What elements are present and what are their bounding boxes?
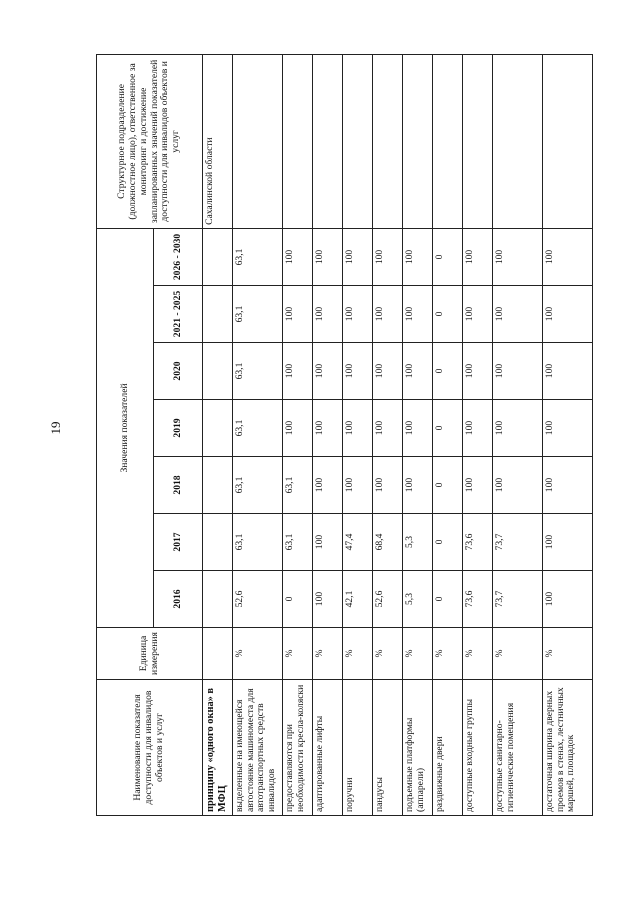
row-name: раздвижные двери [433,680,463,816]
row-unit: % [493,628,543,680]
table-row [543,54,593,815]
header-responsible: Структурное подразделение (должностное лицо), ответственное за мониторинг и достижение запланированных значений показателей доступности для инвалидов объектов и услуг [97,54,203,228]
row-value: 100 [463,457,493,514]
row-value: 100 [543,286,593,343]
table-row [403,54,433,815]
row-value: 73,6 [463,571,493,628]
row-value: 5,3 [403,571,433,628]
row-value: 73,6 [463,514,493,571]
row-value: 100 [463,228,493,285]
row-value: 100 [373,343,403,400]
row-value: 100 [543,400,593,457]
row-value: 100 [313,514,343,571]
row-value: 100 [343,343,373,400]
row-value: 100 [283,286,313,343]
row-value: 42,1 [343,571,373,628]
row-value: 100 [543,228,593,285]
row-name: пандусы [373,680,403,816]
row-value: 100 [343,400,373,457]
row-value: 100 [403,286,433,343]
row-value: 100 [343,228,373,285]
header-year: 2026 - 2030 [154,228,203,285]
row-value: 0 [433,228,463,285]
row-value: 100 [313,457,343,514]
table-row [343,54,373,815]
row-value: 100 [373,286,403,343]
row-value: 0 [433,400,463,457]
header-row-1 [97,54,154,815]
row-unit: % [233,628,283,680]
row-value: 100 [463,343,493,400]
row-unit: % [543,628,593,680]
row-value: 100 [313,228,343,285]
row-value: 63,1 [233,457,283,514]
row-name: поручни [343,680,373,816]
row-value: 100 [493,457,543,514]
header-name: Наименование показателя доступности для инвалидов объектов и услуг [97,680,203,816]
row-value: 68,4 [373,514,403,571]
row-unit: % [313,628,343,680]
header-year: 2018 [154,457,203,514]
row-value: 100 [343,457,373,514]
row-value: 100 [343,286,373,343]
header-year: 2019 [154,400,203,457]
row-name: подъемные платформы (аппарели) [403,680,433,816]
row-value: 73,7 [493,514,543,571]
table-row [373,54,403,815]
row-value: 0 [433,571,463,628]
header-year: 2016 [154,571,203,628]
row-value: 52,6 [373,571,403,628]
row-name: адаптированные лифты [313,680,343,816]
header-values-group: Значения показателей [97,228,154,627]
row-name: выделенные на имеющейся автостоянке машиноместа для автотранспортных средств инвалидов [233,680,283,816]
section-responsible: Сахалинской области [203,54,233,228]
row-value: 100 [403,400,433,457]
page-number: 19 [48,421,63,435]
row-value: 100 [373,228,403,285]
row-value: 100 [313,571,343,628]
row-value: 100 [543,571,593,628]
table-row [313,54,343,815]
row-value: 100 [463,286,493,343]
header-year: 2017 [154,514,203,571]
row-value: 0 [433,514,463,571]
table-row [433,54,463,815]
row-value: 100 [403,343,433,400]
row-unit: % [373,628,403,680]
row-value: 100 [313,286,343,343]
accessibility-indicators-table [96,54,593,816]
row-value: 100 [493,400,543,457]
row-value: 100 [543,457,593,514]
table-row [463,54,493,815]
row-name: достаточная ширина дверных проемов в стенах, лестничных маршей, площадок [543,680,593,816]
section-title: принципу «одного окна» в МФЦ [203,680,233,816]
row-value: 5,3 [403,514,433,571]
row-value: 73,7 [493,571,543,628]
row-value: 100 [283,400,313,457]
rotated-table-wrapper [96,55,596,816]
row-value: 52,6 [233,571,283,628]
row-value: 100 [373,400,403,457]
row-unit: % [403,628,433,680]
row-value: 0 [433,457,463,514]
row-name: доступные санитарно-гигиенические помещения [493,680,543,816]
row-value: 100 [403,457,433,514]
row-value: 100 [493,286,543,343]
header-year: 2020 [154,343,203,400]
row-name: предоставляются при необходимости кресла-коляски [283,680,313,816]
row-value: 100 [493,343,543,400]
section-row [203,54,233,815]
row-value: 63,1 [233,514,283,571]
row-value: 63,1 [233,228,283,285]
row-unit: % [283,628,313,680]
row-value: 100 [283,343,313,400]
row-unit: % [433,628,463,680]
row-value: 100 [403,228,433,285]
header-unit: Единица измерения [97,628,203,680]
row-value: 63,1 [233,400,283,457]
row-value: 100 [543,514,593,571]
header-year: 2021 - 2025 [154,286,203,343]
row-value: 63,1 [233,343,283,400]
row-name: доступные входные группы [463,680,493,816]
row-value: 0 [283,571,313,628]
row-value: 63,1 [233,286,283,343]
row-value: 63,1 [283,457,313,514]
row-value: 0 [433,343,463,400]
row-value: 100 [543,343,593,400]
row-value: 47,4 [343,514,373,571]
table-row [283,54,313,815]
row-value: 100 [493,228,543,285]
table-row [493,54,543,815]
row-value: 100 [463,400,493,457]
row-value: 0 [433,286,463,343]
row-value: 100 [283,228,313,285]
row-unit: % [343,628,373,680]
row-value: 100 [313,400,343,457]
row-value: 100 [373,457,403,514]
row-value: 63,1 [283,514,313,571]
row-unit: % [463,628,493,680]
table-row [233,54,283,815]
row-value: 100 [313,343,343,400]
